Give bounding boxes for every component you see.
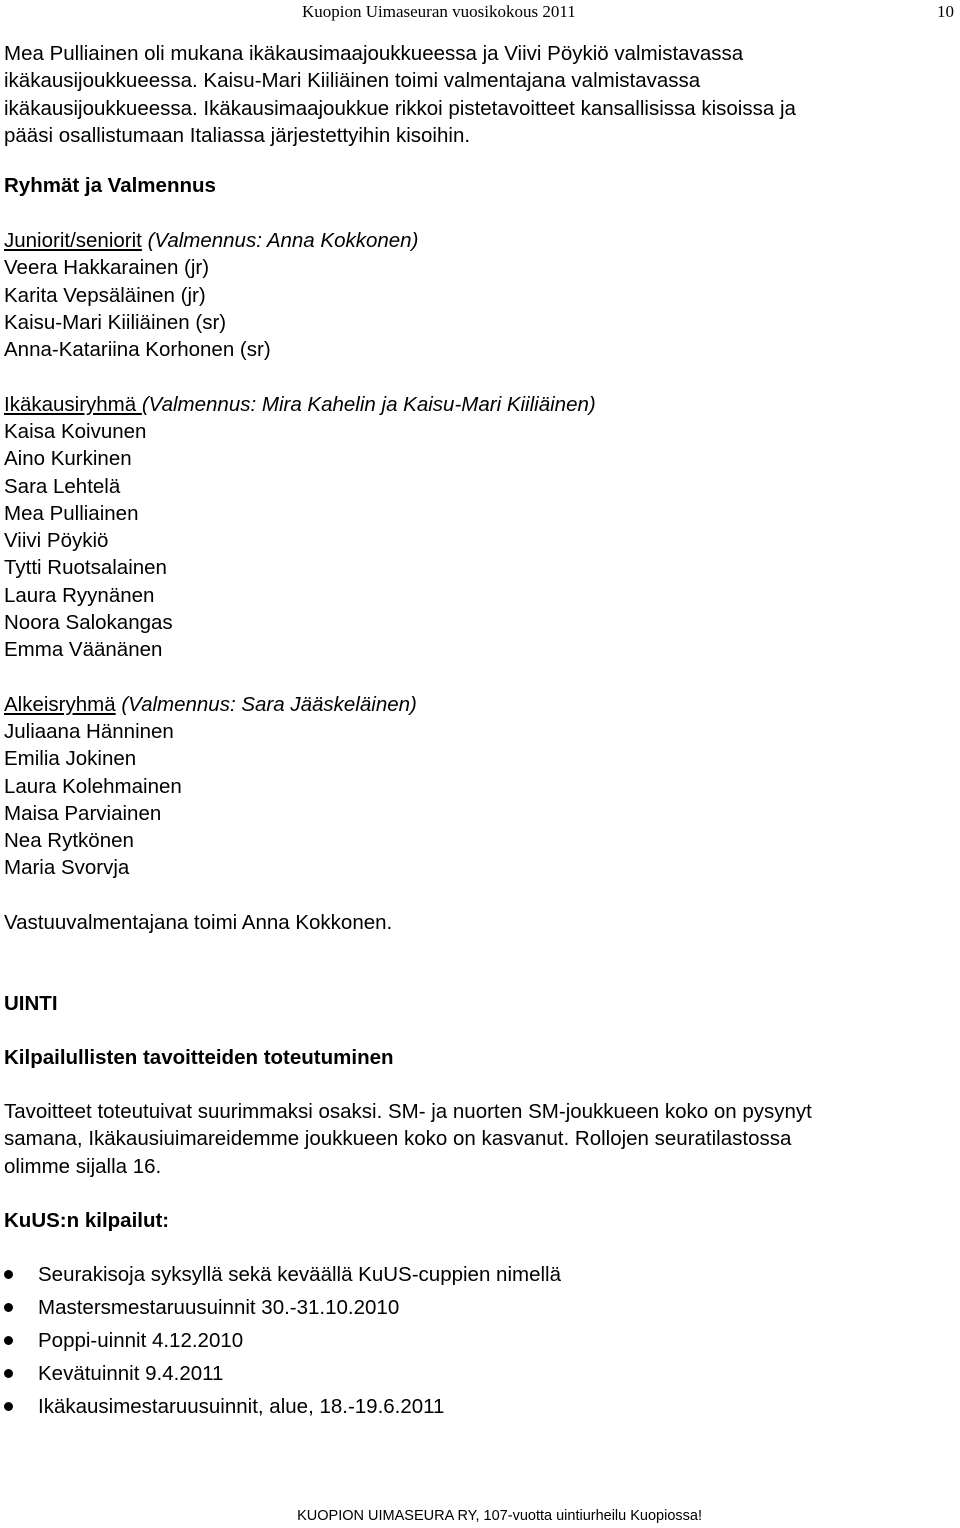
bullet-icon: [4, 1402, 13, 1411]
group-member: Kaisa Koivunen: [4, 419, 147, 443]
group-title: [4, 227, 956, 254]
intro-line: ikäkausijoukkueessa. Kaisu-Mari Kiiliäinen toimi valmentajana valmistavassa: [4, 69, 701, 93]
group-member: Kaisu-Mari Kiiliäinen (sr): [4, 311, 227, 335]
bullet-icon: [4, 1369, 13, 1378]
group-member: Anna-Katariina Korhonen (sr): [4, 338, 271, 362]
intro-line: Mea Pulliainen oli mukana ikäkausimaajoukkueessa ja Viivi Pöykiö valmistavassa: [4, 42, 744, 65]
group-age-group: [4, 391, 956, 664]
group-name: Ikäkausiryhmä: [4, 392, 142, 416]
group-coach: (Valmennus: Anna Kokkonen): [147, 229, 419, 253]
group-member: Emilia Jokinen: [4, 747, 137, 771]
head-coach-text: Vastuuvalmentajana toimi Anna Kokkonen.: [4, 910, 393, 934]
group-name: Juniorit/seniorit: [4, 229, 142, 253]
group-title: [4, 391, 956, 418]
group-member: Tytti Ruotsalainen: [4, 556, 167, 580]
group-member: Maria Svorvja: [4, 856, 130, 880]
list-item: [4, 1357, 956, 1390]
competitions-list: [4, 1258, 956, 1423]
group-member: Aino Kurkinen: [4, 447, 132, 471]
group-member: Laura Ryynänen: [4, 583, 155, 607]
goals-line: olimme sijalla 16.: [4, 1154, 162, 1178]
intro-paragraph: [4, 40, 956, 149]
bullet-icon: [4, 1303, 13, 1312]
competition-label: Poppi-uinnit 4.12.2010: [38, 1328, 244, 1352]
bullet-icon: [4, 1270, 13, 1279]
goals-heading: Kilpailullisten tavoitteiden toteutuminen: [4, 1046, 394, 1070]
group-title: [4, 691, 956, 718]
competition-label: Mastersmestaruusuinnit 30.-31.10.2010: [38, 1295, 400, 1319]
groups-heading: Ryhmät ja Valmennus: [4, 174, 216, 198]
group-member: Veera Hakkarainen (jr): [4, 256, 210, 280]
list-item: [4, 1258, 956, 1291]
group-beginners: [4, 691, 956, 882]
list-item: [4, 1390, 956, 1423]
group-member: Juliaana Hänninen: [4, 719, 174, 743]
group-member: Sara Lehtelä: [4, 474, 121, 498]
intro-line: pääsi osallistumaan Italiassa järjestettyihin kisoihin.: [4, 123, 471, 147]
group-member: Emma Väänänen: [4, 638, 163, 662]
page-footer: KUOPION UIMASEURA RY, 107-vuotta uintiurheilu Kuopiossa!: [297, 1508, 702, 1524]
group-member: Noora Salokangas: [4, 611, 173, 635]
group-member: Nea Rytkönen: [4, 829, 134, 853]
competition-label: Ikäkausimestaruusuinnit, alue, 18.-19.6.2011: [38, 1394, 445, 1418]
group-member: Karita Vepsäläinen (jr): [4, 283, 206, 307]
group-juniors-seniors: [4, 227, 956, 363]
list-item: [4, 1324, 956, 1357]
competition-label: Kevätuinnit 9.4.2011: [38, 1361, 224, 1385]
document-body: [4, 40, 956, 1423]
section-heading-uinti: UINTI: [4, 992, 58, 1016]
group-member: Laura Kolehmainen: [4, 774, 182, 798]
group-member: Mea Pulliainen: [4, 501, 139, 525]
competitions-heading: KuUS:n kilpailut:: [4, 1208, 170, 1232]
goals-paragraph: [4, 1098, 956, 1180]
list-item: [4, 1291, 956, 1324]
competition-label: Seurakisoja syksyllä sekä keväällä KuUS-cuppien nimellä: [38, 1262, 562, 1286]
header-title: Kuopion Uimaseuran vuosikokous 2011: [302, 2, 576, 21]
bullet-icon: [4, 1336, 13, 1345]
page-number: 10: [937, 2, 954, 21]
group-member: Maisa Parviainen: [4, 801, 162, 825]
page-header: [0, 0, 960, 26]
goals-line: Tavoitteet toteutuivat suurimmaksi osaksi. SM- ja nuorten SM-joukkueen koko on pysynyt: [4, 1100, 812, 1124]
group-coach: (Valmennus: Sara Jääskeläinen): [115, 692, 417, 716]
group-coach: (Valmennus: Mira Kahelin ja Kaisu-Mari Kiiliäinen): [141, 392, 596, 416]
intro-line: ikäkausijoukkueessa. Ikäkausimaajoukkue rikkoi pistetavoitteet kansallisissa kisoissa ja: [4, 96, 796, 120]
group-name: Alkeisryhmä: [4, 692, 116, 716]
group-member: Viivi Pöykiö: [4, 529, 109, 553]
goals-line: samana, Ikäkausiuimareidemme joukkueen koko on kasvanut. Rollojen seuratilastossa: [4, 1127, 792, 1151]
